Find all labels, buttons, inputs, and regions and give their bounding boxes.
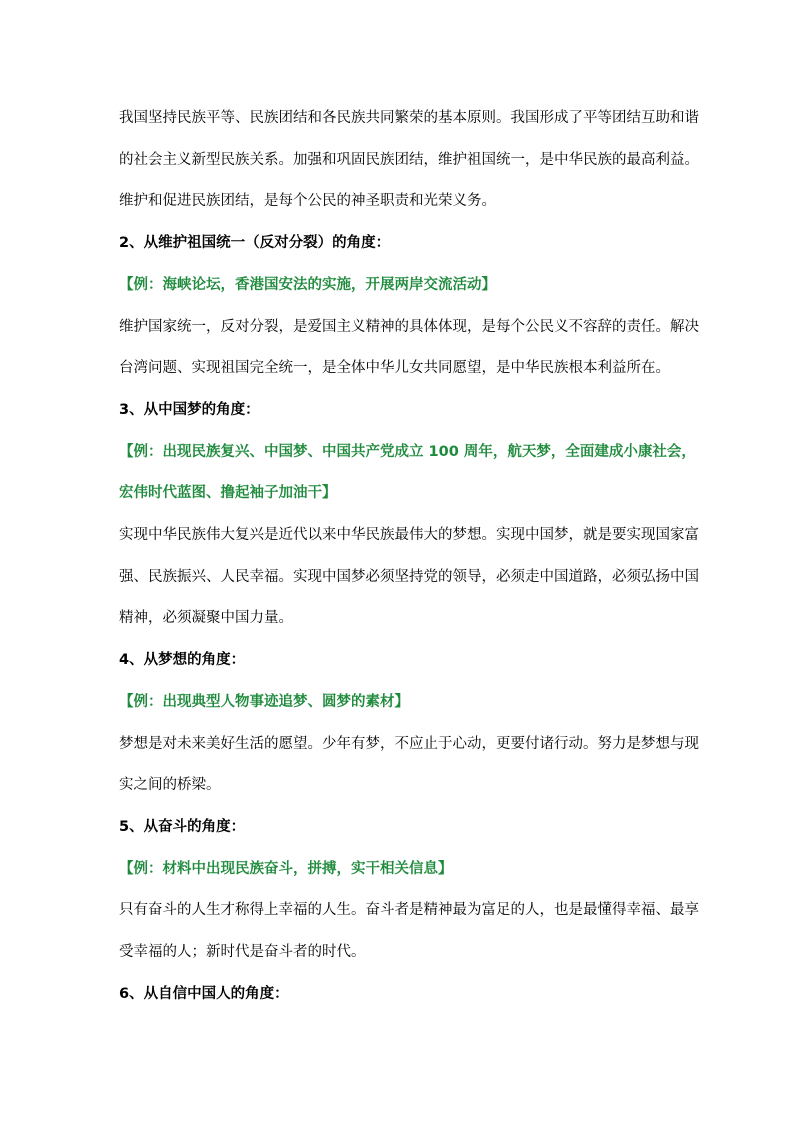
text-line: 精神，必须凝聚中国力量。 xyxy=(119,610,293,627)
text-line: 台湾问题、实现祖国完全统一，是全体中华儿女共同愿望，是中华民族根本利益所在。 xyxy=(119,360,670,377)
section-paragraph xyxy=(119,307,699,390)
example-line: 【例：海峡论坛，香港国安法的实施，开展两岸交流活动】 xyxy=(119,276,496,293)
section-heading: 5、从奋斗的角度： xyxy=(119,818,246,835)
section-heading: 6、从自信中国人的角度： xyxy=(119,985,289,1002)
example-note xyxy=(119,265,679,307)
text-line: 受幸福的人；新时代是奋斗者的时代。 xyxy=(119,944,366,961)
text-line: 维护和促进民族团结，是每个公民的神圣职责和光荣义务。 xyxy=(119,193,496,210)
intro-paragraph xyxy=(119,98,699,223)
example-line: 【例：出现典型人物事迹追梦、圆梦的素材】 xyxy=(119,693,409,710)
text-line: 维护国家统一，反对分裂，是爱国主义精神的具体体现，是每个公民义不容辞的责任。解决 xyxy=(119,318,699,335)
example-line: 【例：材料中出现民族奋斗，拼搏，实干相关信息】 xyxy=(119,860,453,877)
text-line: 我国坚持民族平等、民族团结和各民族共同繁荣的基本原则。我国形成了平等团结互助和谐 xyxy=(119,110,699,126)
section-paragraph xyxy=(119,724,699,807)
text-line: 梦想是对未来美好生活的愿望。少年有梦，不应止于心动，更要付诸行动。努力是梦想与现 xyxy=(119,735,699,752)
section-paragraph xyxy=(119,890,699,973)
example-line: 【例：出现民族复兴、中国梦、中国共产党成立 100 周年，航天梦，全面建成小康社会， xyxy=(119,443,696,460)
section-heading: 3、从中国梦的角度： xyxy=(119,401,260,418)
section-heading: 4、从梦想的角度： xyxy=(119,652,246,669)
text-line: 实之间的桥梁。 xyxy=(119,777,221,794)
document-page xyxy=(119,98,699,1015)
example-note xyxy=(119,682,679,724)
section-paragraph xyxy=(119,515,699,640)
example-line: 宏伟时代蓝图、撸起袖子加油干】 xyxy=(119,485,337,502)
text-line: 实现中华民族伟大复兴是近代以来中华民族最伟大的梦想。实现中国梦，就是要实现国家富 xyxy=(119,527,699,544)
section-heading: 2、从维护祖国统一（反对分裂）的角度： xyxy=(119,235,391,252)
example-note xyxy=(119,432,696,515)
text-line: 的社会主义新型民族关系。加强和巩固民族团结，维护祖国统一，是中华民族的最高利益。 xyxy=(119,151,699,168)
text-line: 只有奋斗的人生才称得上幸福的人生。奋斗者是精神最为富足的人，也是最懂得幸福、最享 xyxy=(119,902,699,919)
text-line: 强、民族振兴、人民幸福。实现中国梦必须坚持党的领导，必须走中国道路，必须弘扬中国 xyxy=(119,568,699,585)
example-note xyxy=(119,849,679,891)
